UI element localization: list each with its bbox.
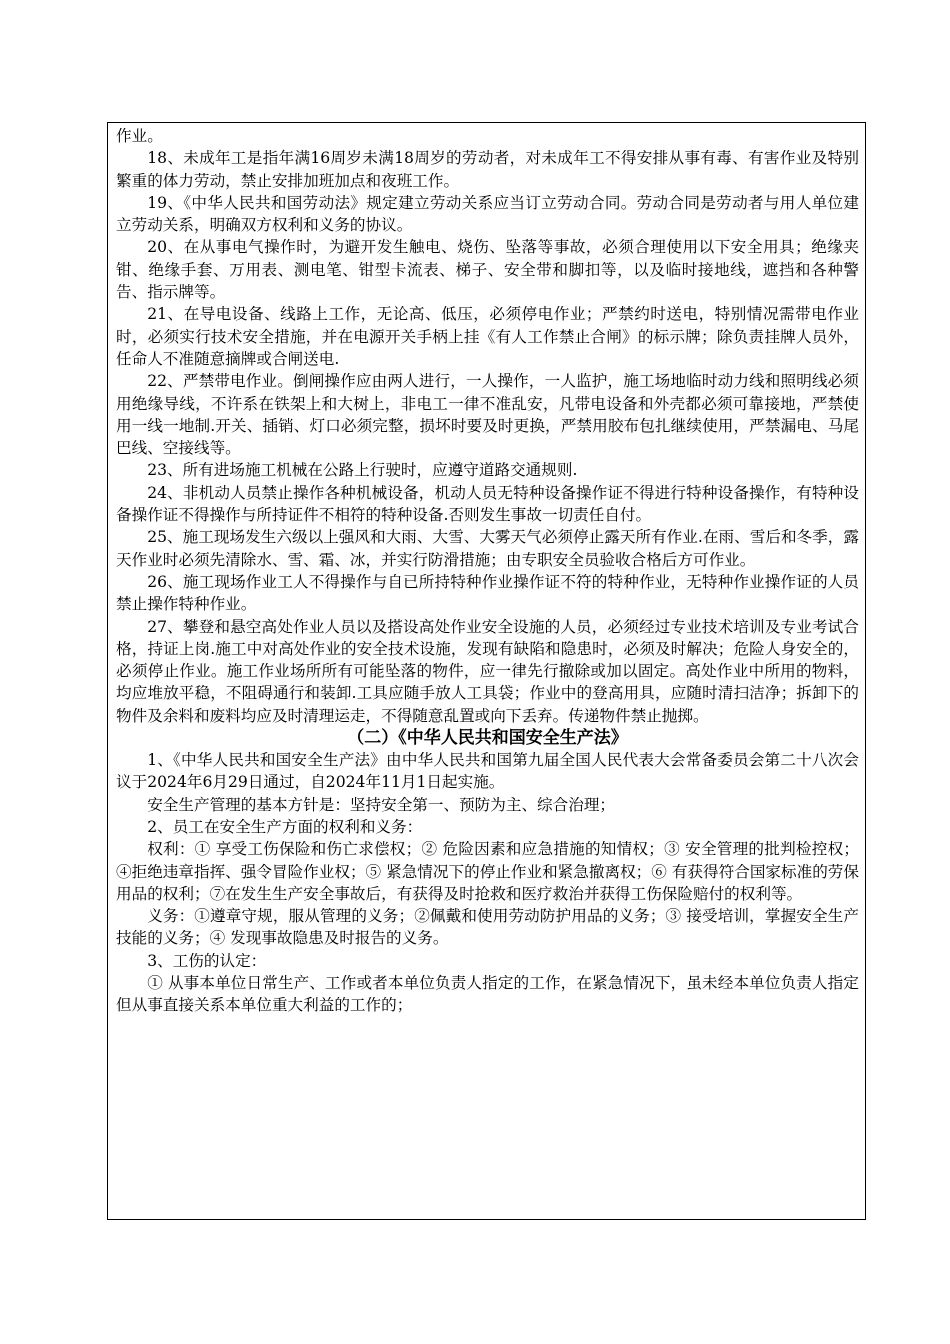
paragraph-24: 24、非机动人员禁止操作各种机械设备，机动人员无特种设备操作证不得进行特种设备操作，有特种设备操作证不得操作与所持证件不相符的特种设备.否则发生事故一切责任自付。 bbox=[116, 483, 859, 525]
section-paragraph-1: 1、《中华人民共和国安全生产法》由中华人民共和国第九届全国人民代表大会常备委员会第二十八次会议于2024年6月29日通过，自2024年11月1日起实施。 bbox=[116, 751, 859, 792]
paragraph-18: 18、未成年工是指年满16周岁未满18周岁的劳动者，对未成年工不得安排从事有毒、有害作业及特别繁重的体力劳动，禁止安排加班加点和夜班工作。 bbox=[116, 149, 859, 190]
paragraph-22: 22、严禁带电作业。倒闸操作应由两人进行，一人操作，一人监护，施工场地临时动力线和照明线必须用绝缘导线，不许系在铁架上和大树上，非电工一律不准乱安，凡带电设备和外壳都必须可靠接地，严禁使用一线一地制.开关、插销、灯口必须完整，损坏时要及时更换，严禁用胶布包扎继续使用，严禁漏电、马尾巴线、空接线等。 bbox=[116, 372, 859, 458]
rights-paragraph: 权利：① 享受工伤保险和伤亡求偿权；② 危险因素和应急措施的知情权；③ 安全管理的批判检控权；④拒绝违章指挥、强令冒险作业权；⑤ 紧急情况下的停止作业和紧急撤离权；⑥ 有获得符合国家标准的劳保用品的权利；⑦在发生生产安全事故后，有获得及时抢救和医疗救治并获得工伤保险赔付的权利等。 bbox=[116, 840, 859, 903]
paragraph-20: 20、在从事电气操作时，为避开发生触电、烧伤、坠落等事故，必须合理使用以下安全用具；绝缘夹钳、绝缘手套、万用表、测电笔、钳型卡流表、梯子、安全带和脚扣等，以及临时接地线，遮挡和各种警告、指示牌等。 bbox=[116, 238, 859, 302]
section-heading: （二）《中华人民共和国安全生产法》 bbox=[347, 728, 628, 749]
paragraph-23: 23、所有进场施工机械在公路上行驶时，应遵守道路交通规则. bbox=[147, 461, 578, 480]
section-paragraph-2: 2、员工在安全生产方面的权利和义务： bbox=[147, 817, 423, 836]
section-paragraph-3: 3、工伤的认定： bbox=[147, 951, 267, 970]
paragraph-21: 21、在导电设备、线路上工作，无论高、低压，必须停电作业；严禁约时送电，特别情况需带电作业时，必须实行技术安全措施，并在电源开关手柄上挂《有人工作禁止合闸》的标示牌；除负责挂牌人员外，任命人不准随意摘牌或合闸送电. bbox=[116, 305, 859, 368]
paragraph-26: 26、施工现场作业工人不得操作与自已所持特种作业操作证不符的特种作业，无特种作业操作证的人员禁止操作特种作业。 bbox=[116, 572, 859, 614]
paragraph-19: 19、《中华人民共和国劳动法》规定建立劳动关系应当订立劳动合同。劳动合同是劳动者与用人单位建立劳动关系，明确双方权利和义务的协议。 bbox=[116, 193, 859, 235]
paragraph-27: 27、攀登和悬空高处作业人员以及搭设高处作业安全设施的人员，必须经过专业技术培训及专业考试合格，持证上岗.施工中对高处作业的安全技术设施，发现有缺陷和隐患时，必须及时解决；危险人身安全的，必须停止作业。施工作业场所所有可能坠落的物件，应一律先行撤除或加以固定。高处作业中所用的物料，均应堆放平稳，不阻碍通行和装卸.工具应随手放人工具袋；作业中的登高用具，应随时清扫洁净；拆卸下的物件及余料和废料均应及时清理运走，不得随意乱置或向下丢弃。传递物件禁止抛掷。 bbox=[116, 617, 859, 725]
section-paragraph-policy: 安全生产管理的基本方针是：坚持安全第一、预防为主、综合治理； bbox=[147, 795, 616, 814]
paragraph-25: 25、施工现场发生六级以上强风和大雨、大雪、大雾天气必须停止露天所有作业.在雨、雪后和冬季，露天作业时必须先清除水、雪、霜、冰，并实行防滑措施；由专职安全员验收合格后方可作业。 bbox=[116, 528, 859, 569]
duties-paragraph: 义务：①遵章守规，服从管理的义务；②佩戴和使用劳动防护用品的义务；③ 接受培训，掌握安全生产技能的义务；④ 发现事故隐患及时报告的义务。 bbox=[116, 907, 859, 948]
document-frame bbox=[107, 122, 866, 1220]
injury-criteria-1: ① 从事本单位日常生产、工作或者本单位负责人指定的工作，在紧急情况下，虽未经本单位负责人指定但从事直接关系本单位重大利益的工作的； bbox=[116, 973, 859, 1015]
paragraph-continuation: 作业。 bbox=[116, 127, 163, 145]
